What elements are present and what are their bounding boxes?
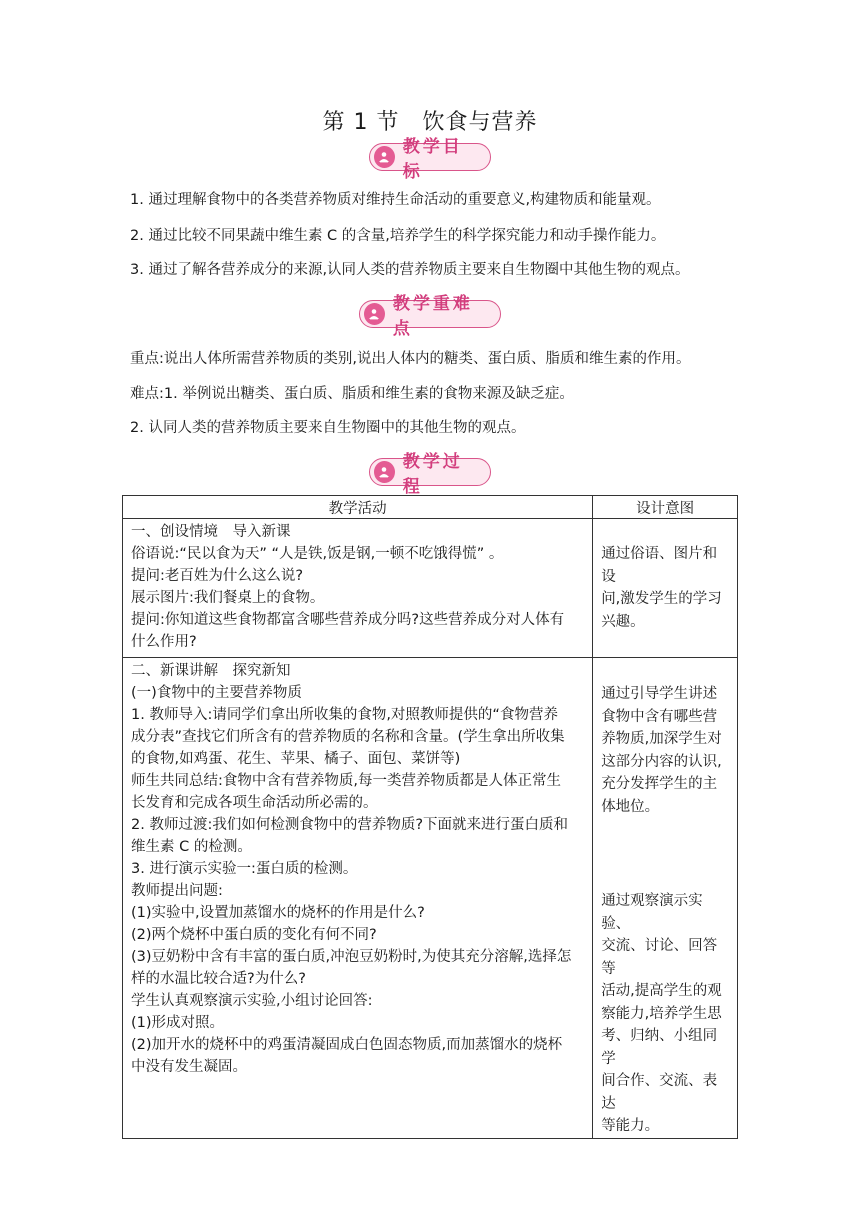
objective-item: 3. 通过了解各营养成分的来源,认同人类的营养物质主要来自生物圈中其他生物的观点。 [130, 262, 690, 278]
activity-line: 的食物,如鸡蛋、花生、苹果、橘子、面包、菜饼等) [131, 751, 461, 767]
activity-line: 3. 进行演示实验一:蛋白质的检测。 [131, 861, 358, 877]
table-header-row [123, 496, 738, 519]
activity-line: 成分表”查找它们所含有的营养物质的名称和含量。(学生拿出所收集 [131, 729, 565, 745]
activity-line: 样的水温比较合适?为什么? [131, 971, 306, 987]
section-badge-objectives [369, 137, 491, 182]
activity-cell [123, 658, 593, 1139]
activity-line: 中没有发生凝固。 [131, 1059, 247, 1075]
intent-line: 体地位。 [601, 798, 660, 815]
section-badge-key-points [359, 294, 501, 339]
table-row [123, 519, 738, 658]
section-badge-process [369, 452, 491, 497]
intent-line: 察能力,培养学生思 [601, 1005, 722, 1022]
intent-line: 间合作、交流、表达 [601, 1073, 718, 1112]
activity-line: 学生认真观察演示实验,小组讨论回答: [131, 993, 373, 1009]
section-title: 教学目标 [402, 137, 463, 182]
activity-line: 一、创设情境 导入新课 [131, 524, 291, 540]
objective-item: 1. 通过理解食物中的各类营养物质对维持生命活动的重要意义,构建物质和能量观。 [130, 192, 661, 208]
activity-line: 二、新课讲解 探究新知 [131, 663, 291, 679]
activity-cell [123, 519, 593, 658]
teaching-icon [374, 461, 395, 483]
activity-line: 俗语说:“民以食为天” “人是铁,饭是钢,一顿不吃饿得慌” 。 [131, 546, 504, 562]
activity-line: 1. 教师导入:请同学们拿出所收集的食物,对照教师提供的“食物营养 [131, 707, 558, 723]
intent-line: 食物中含有哪些营 [601, 708, 718, 725]
activity-line: (1)形成对照。 [131, 1015, 225, 1031]
activity-line: (2)两个烧杯中蛋白质的变化有何不同? [131, 927, 377, 943]
intent-line: 问,激发学生的学习 [601, 591, 722, 607]
intent-cell [593, 519, 738, 658]
intent-line: 充分发挥学生的主 [601, 776, 718, 792]
table-row [123, 658, 738, 1139]
intent-line: 兴趣。 [601, 613, 645, 630]
teaching-process-table [122, 495, 738, 1139]
intent-line: 这部分内容的认识, [601, 753, 722, 770]
activity-line: 什么作用? [131, 634, 197, 650]
activity-line: 长发育和完成各项生命活动所必需的。 [131, 795, 378, 811]
key-point-item: 2. 认同人类的营养物质主要来自生物圈中的其他生物的观点。 [130, 420, 526, 436]
intent-line: 通过引导学生讲述 [601, 686, 718, 702]
activity-line: 展示图片:我们餐桌上的食物。 [131, 590, 325, 606]
intent-cell [593, 658, 738, 1139]
activity-line: 2. 教师过渡:我们如何检测食物中的营养物质?下面就来进行蛋白质和 [131, 817, 569, 833]
page-title: 第 1 节 饮食与营养 [322, 110, 538, 135]
activity-line: 提问:老百姓为什么这么说? [131, 568, 304, 584]
teaching-icon [364, 303, 385, 325]
intent-line: 交流、讨论、回答等 [601, 938, 718, 977]
activity-line: 提问:你知道这些食物都富含哪些营养成分吗?这些营养成分对人体有 [131, 612, 565, 628]
activity-line: (2)加开水的烧杯中的鸡蛋清凝固成白色固态物质,而加蒸馏水的烧杯 [131, 1037, 563, 1053]
section-title: 教学过程 [402, 452, 463, 497]
activity-line: 教师提出问题: [131, 883, 223, 899]
key-point-item: 难点:1. 举例说出糖类、蛋白质、脂质和维生素的食物来源及缺乏症。 [130, 386, 574, 402]
activity-line: (一)食物中的主要营养物质 [131, 685, 302, 701]
teaching-icon [374, 146, 395, 168]
column-header-activity: 教学活动 [123, 496, 593, 519]
intent-line: 养物质,加深学生对 [601, 731, 722, 747]
intent-line: 活动,提高学生的观 [601, 983, 722, 999]
section-title: 教学重难点 [392, 294, 473, 339]
column-header-intent: 设计意图 [593, 496, 738, 519]
activity-line: (3)豆奶粉中含有丰富的蛋白质,冲泡豆奶粉时,为使其充分溶解,选择怎 [131, 949, 572, 965]
activity-line: 师生共同总结:食物中含有营养物质,每一类营养物质都是人体正常生 [131, 773, 561, 789]
intent-line: 通过俗语、图片和设 [601, 546, 718, 585]
intent-line: 考、归纳、小组同学 [601, 1028, 718, 1067]
objective-item: 2. 通过比较不同果蔬中维生素 C 的含量,培养学生的科学探究能力和动手操作能力。 [130, 228, 666, 244]
activity-line: (1)实验中,设置加蒸馏水的烧杯的作用是什么? [131, 905, 425, 921]
intent-line: 通过观察演示实验、 [601, 893, 703, 932]
key-point-item: 重点:说出人体所需营养物质的类别,说出人体内的糖类、蛋白质、脂质和维生素的作用。 [130, 351, 691, 367]
intent-line: 等能力。 [601, 1118, 660, 1134]
activity-line: 维生素 C 的检测。 [131, 839, 252, 855]
